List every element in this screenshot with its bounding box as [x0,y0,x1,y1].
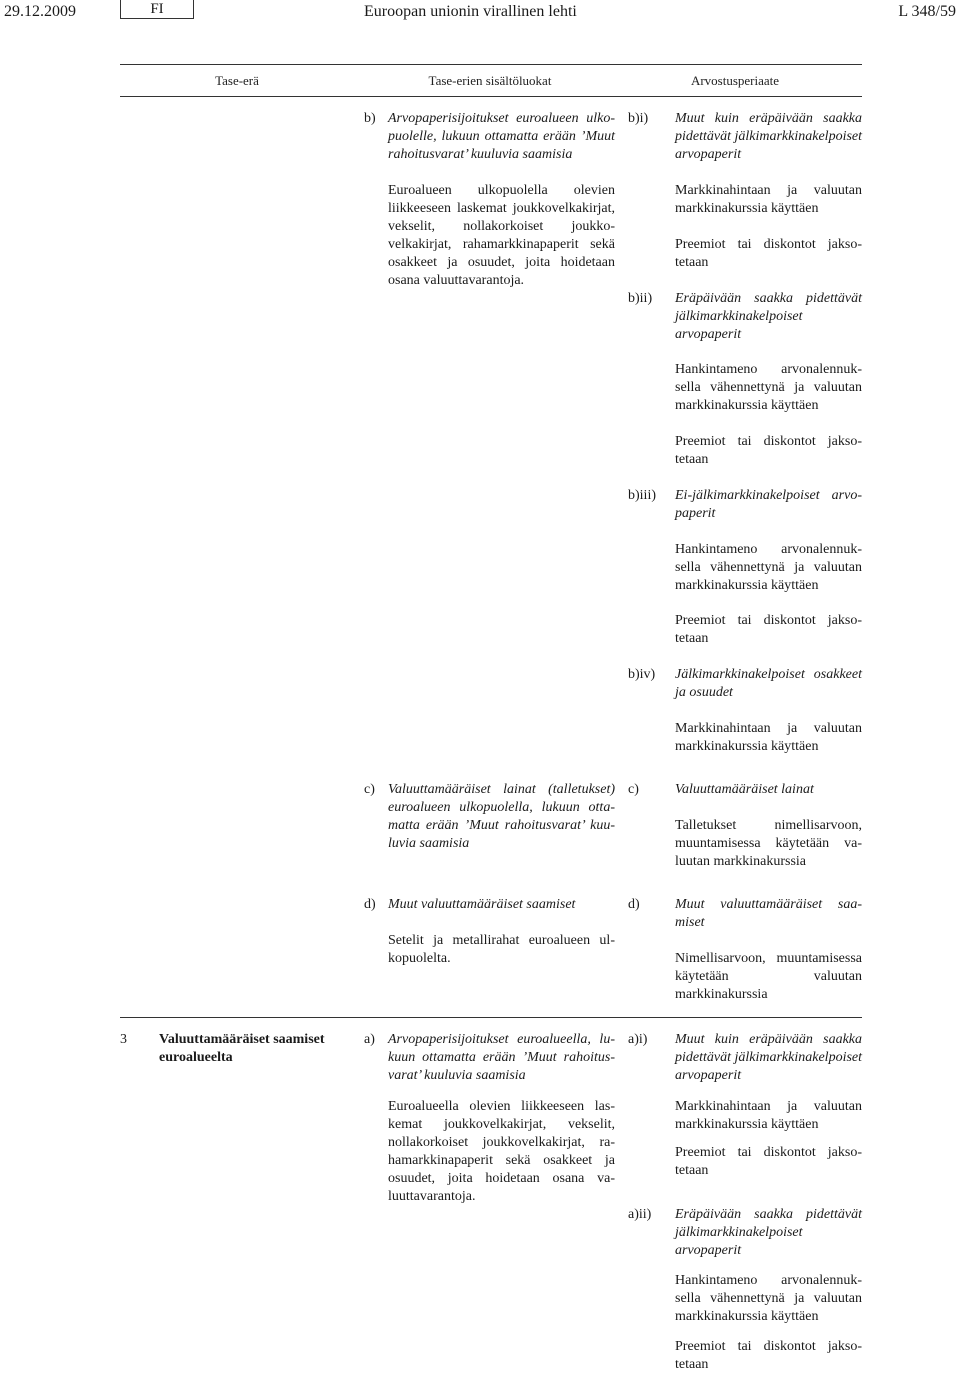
valuation-bi-title: Muut kuin eräpäivään saakka pidettävät jälkimarkkinakelpoiset arvopaperit [675,111,863,162]
column-header-valuation: Arvostusperiaate [690,73,780,88]
valuation-c-method: Talletukset nimellisarvoon, muuntamisessa käytetään valuutan markkinakurssia [675,818,862,869]
valuation-biii-method: Hankintameno arvonalennuksella vähennettynä ja valuutan markkinakurssia käyttäen [675,542,862,593]
valuation-ai-title: Muut kuin eräpäivään saakka pidettävät jälkimarkkinakelpoiset arvopaperit [675,1032,863,1083]
valuation-biv-label: b)iv) [628,667,656,682]
valuation-d-title: Muut valuuttamääräiset saamiset [675,897,862,930]
valuation-aii-premiums: Preemiot tai diskontot jaksotetaan [675,1339,862,1372]
publication-date: 29.12.2009 [4,3,76,20]
item-c-title: Valuuttamääräiset lainat (talletukset) euroalueen ulkopuolella, lukuun ottamatta erään ’Muut rahoitusvarat’ kuuluvia saamisia [388,782,615,851]
column-header-content: Tase-erien sisältöluokat [428,73,552,88]
valuation-d-method: Nimellisarvoon, muuntamisessa käytetään valuutan markkinakurssia [675,951,862,1002]
valuation-d-label: d) [628,897,640,912]
page-number: L 348/59 [898,3,956,20]
valuation-bii-premiums: Preemiot tai diskontot jaksotetaan [675,434,862,467]
item-3a-title: Arvopaperisijoitukset euroalueella, lukuun ottamatta erään ’Muut rahoitusvarat’ kuuluvia saamisia [388,1032,615,1083]
column-header-item: Tase-erä [215,73,259,88]
valuation-biv-method: Markkinahintaan ja valuutan markkinakurssia käyttäen [675,721,862,754]
valuation-aii-label: a)ii) [628,1207,652,1222]
valuation-aii-title: Eräpäivään saakka pidettävät jälkimarkkinakelpoiset arvopaperit [675,1207,862,1258]
valuation-ai-method: Markkinahintaan ja valuutan markkinakurssia käyttäen [675,1099,862,1132]
item-b-description: Euroalueen ulkopuolella olevien liikkeeseen laskemat joukkovelkakirjat, vekselit, nollakorkoiset joukkovelkakirjat, rahamarkkinapaperit sekä osakkeet ja osuudet, joita hoidetaan osana valuuttavarantoja. [388,183,615,288]
item-d-label: d) [364,897,376,912]
valuation-biii-label: b)iii) [628,488,656,503]
item-d-title: Muut valuuttamääräiset saamiset [388,897,576,912]
valuation-bi-premiums: Preemiot tai diskontot jaksotetaan [675,237,862,270]
valuation-bi-label: b)i) [628,111,649,126]
table-top-rule [120,64,862,65]
valuation-aii-method: Hankintameno arvonalennuksella vähennettynä ja valuutan markkinakurssia käyttäen [675,1273,862,1324]
valuation-c-title: Valuuttamääräiset lainat [675,782,814,797]
item-3-title: Valuuttamääräiset saamiset euroalueelta [159,1032,325,1065]
item-c-label: c) [364,782,375,797]
valuation-bi-method: Markkinahintaan ja valuutan markkinakurssia käyttäen [675,183,862,216]
item-3a-description: Euroalueella olevien liikkeeseen laskemat joukkovelkakirjat, vekselit, nollakorkoiset joukkovelkakirjat, rahamarkkinapaperit sekä osakkeet ja osuudet, joita hoidetaan osana valuuttavarantoja. [388,1099,615,1204]
item-3-separator-rule [120,1017,862,1018]
item-3-number: 3 [120,1032,127,1047]
valuation-ai-premiums: Preemiot tai diskontot jaksotetaan [675,1145,862,1178]
valuation-biii-title: Ei-jälkimarkkinakelpoiset arvopaperit [675,488,862,521]
journal-title: Euroopan unionin virallinen lehti [364,3,577,20]
table-header-rule [120,96,862,97]
valuation-bii-label: b)ii) [628,291,653,306]
language-code-box: FI [120,0,194,19]
item-3a-label: a) [364,1032,375,1047]
valuation-biii-premiums: Preemiot tai diskontot jaksotetaan [675,613,862,646]
valuation-c-label: c) [628,782,639,797]
item-d-description: Setelit ja metallirahat euroalueen ulkopuolelta. [388,933,615,966]
valuation-ai-label: a)i) [628,1032,648,1047]
valuation-biv-title: Jälkimarkkinakelpoiset osakkeet ja osuudet [675,667,862,700]
item-b-label: b) [364,111,376,126]
valuation-bii-method: Hankintameno arvonalennuksella vähennettynä ja valuutan markkinakurssia käyttäen [675,362,862,413]
valuation-bii-title: Eräpäivään saakka pidettävät jälkimarkkinakelpoiset arvopaperit [675,291,862,342]
item-b-title: Arvopaperisijoitukset euroalueen ulkopuolelle, lukuun ottamatta erään ’Muut rahoitusvarat’ kuuluvia saamisia [388,111,615,162]
